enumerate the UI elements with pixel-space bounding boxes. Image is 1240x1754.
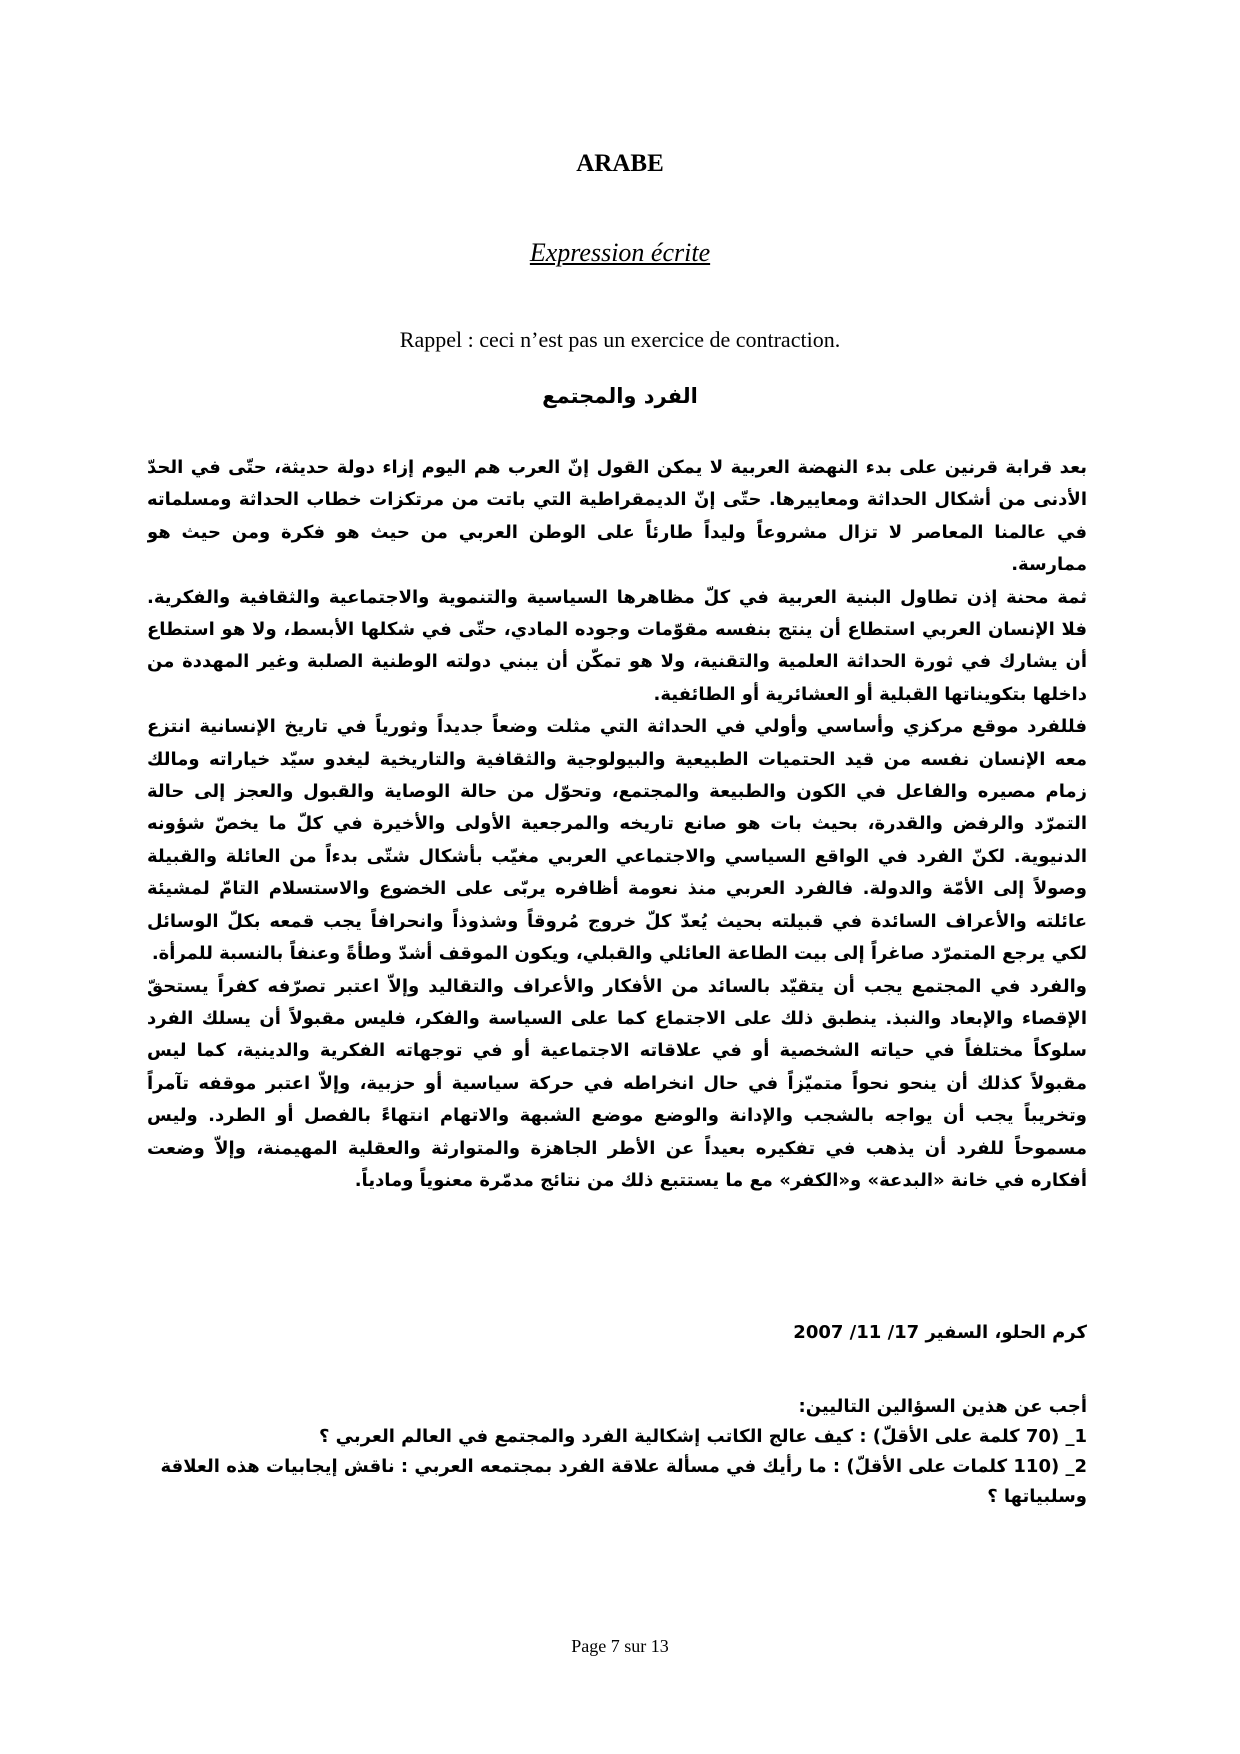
subject-heading: ARABE	[576, 150, 664, 177]
question-item: 2_ (110 كلمات على الأقلّ) : ما رأيك في مسألة علاقة الفرد بمجتمعه العربي : ناقش إيجابيات هذه العلاقة وسلبياتها ؟	[160, 1456, 1087, 1507]
article-source: كرم الحلو، السفير 17/ 11/ 2007	[793, 1322, 1087, 1343]
page-number: Page 7 sur 13	[571, 1636, 669, 1656]
questions-intro: أجب عن هذين السؤالين التاليين:	[798, 1396, 1087, 1417]
article-paragraph: ثمة محنة إذن تطاول البنية العربية في كلّ مظاهرها السياسية والتنموية والاجتماعية والثقافية والفكرية. فلا الإنسان العربي استطاع أن ينتج بنفسه مقوّمات وجوده المادي، حتّى في شكلها الأبسط، ولا هو استطاع أن يشارك في ثورة الحداثة العلمية والتقنية، ولا هو تمكّن أن يبني دولته الوطنية الصلبة وغير المهددة من داخلها بتكويناتها القبلية أو العشائرية أو الطائفية.	[147, 586, 1087, 705]
article-paragraph: بعد قرابة قرنين على بدء النهضة العربية لا يمكن القول إنّ العرب هم اليوم إزاء دولة حديثة، حتّى في الحدّ الأدنى من أشكال الحداثة ومعاييرها. حتّى إنّ الديمقراطية التي باتت من مرتكزات خطاب الحداثة ومسلماته في عالمنا المعاصر لا تزال مشروعاً وليداً طارئاً على الوطن العربي من حيث هو فكرة ومن حيث هو ممارسة.	[147, 457, 1087, 576]
reminder-note: Rappel : ceci n’est pas un exercice de contraction.	[399, 327, 841, 352]
article-paragraph: والفرد في المجتمع يجب أن يتقيّد بالسائد من الأفكار والأعراف والتقاليد وإلاّ اعتبر تصرّفه كفراً يستحقّ الإقصاء والإبعاد والنبذ. ينطبق ذلك على الاجتماع كما على السياسة والفكر، فليس مقبولاً أن يسلك الفرد سلوكاً مختلفاً في حياته الشخصية أو في علاقاته الاجتماعية أو في توجهاته الفكرية والدينية، كما ليس مقبولاً كذلك أن ينحو نحواً متميّزاً في حال انخراطه في حركة سياسية أو حزبية، وإلاّ اعتبر موقفه تآمراً وتخريباً يجب أن يواجه بالشجب والإدانة والوضع موضع الشبهة والاتهام انتهاءً بالفصل أو الطرد. وليس مسموحاً للفرد أن يذهب في تفكيره بعيداً عن الأطر الجاهزة والمتوارثة والعقلية المهيمنة، وإلاّ وضعت أفكاره في خانة «البدعة» و«الكفر» مع ما يستتبع ذلك من نتائج مدمّرة معنوياً ومادياً.	[147, 975, 1087, 1191]
article-paragraph: فللفرد موقع مركزي وأساسي وأولي في الحداثة التي مثلت وضعاً جديداً وثورياً في تاريخ الإنسانية انتزع معه الإنسان نفسه من قيد الحتميات الطبيعية والبيولوجية والثقافية والتاريخية ليغدو سيّد خياراته ومالك زمام مصيره والفاعل في الكون والطبيعة والمجتمع، وتحوّل من حالة الوصاية والقبول والعجز إلى حالة التمرّد والرفض والقدرة، بحيث بات هو صانع تاريخه والمرجعية الأولى والأخيرة في كلّ ما يخصّ شؤونه الدنيوية. لكنّ الفرد في الواقع السياسي والاجتماعي العربي مغيّب بأشكال شتّى بدءاً من العائلة والقبيلة وصولاً إلى الأمّة والدولة. فالفرد العربي منذ نعومة أظافره يربّى على الخضوع والاستسلام التامّ لمشيئة عائلته والأعراف السائدة في قبيلته بحيث يُعدّ كلّ خروج مُروقاً وشذوذاً وانحرافاً يجب قمعه بكلّ الوسائل لكي يرجع المتمرّد صاغراً إلى بيت الطاعة العائلي والقبلي، ويكون الموقف أشدّ وطأةً وعنفاً بالنسبة للمرأة.	[147, 716, 1087, 965]
article-title: الفرد والمجتمع	[542, 384, 698, 408]
section-title: Expression écrite	[529, 238, 711, 267]
question-item: 1_ (70 كلمة على الأقلّ) : كيف عالج الكاتب إشكالية الفرد والمجتمع في العالم العربي ؟	[318, 1426, 1087, 1447]
questions-block	[147, 1392, 1087, 1512]
